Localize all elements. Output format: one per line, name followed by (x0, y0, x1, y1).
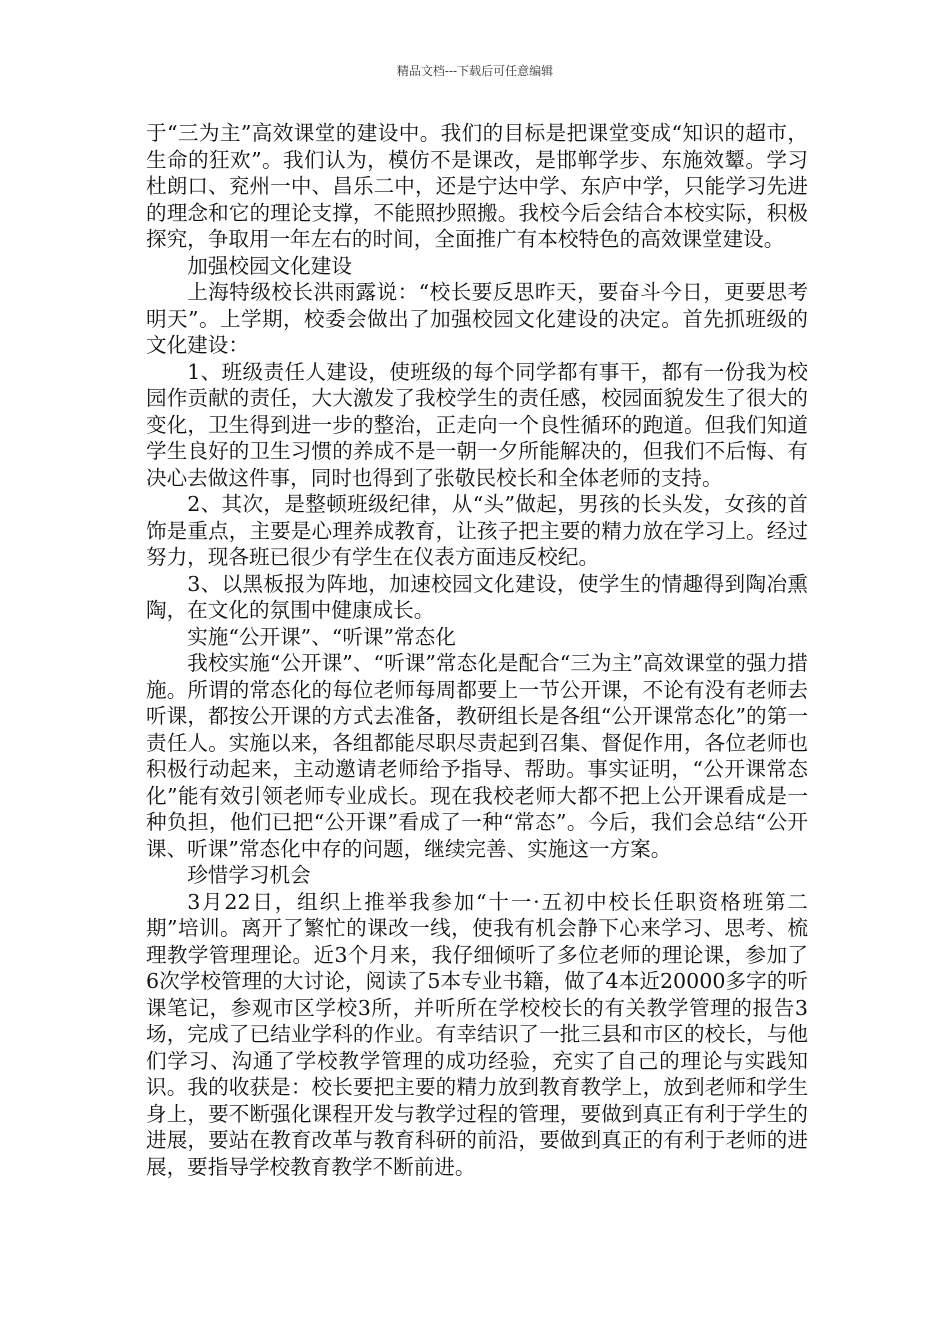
section-heading-open-class: 实施“公开课”、“听课”常态化 (187, 624, 456, 649)
section-heading-study: 珍惜学习机会 (187, 863, 311, 887)
paragraph-item-3: 3、以黑板报为阵地，加速校园文化建设，使学生的情趣得到陶冶熏陶，在文化的氛围中健康成长。 (146, 571, 808, 622)
paragraph-item-1: 1、班级责任人建设，使班级的每个同学都有事干，都有一份我为校园作贡献的责任，大大激发了我校学生的责任感，校园面貌发生了很大的变化，卫生得到进一步的整治，正走向一个良性循环的跑道。但我们知道学生良好的卫生习惯的养成不是一朝一夕所能解决的，但我们不后悔、有决心去做这件事，同时也得到了张敬民校长和全体老师的支持。 (146, 359, 808, 490)
paragraph-quote: 上海特级校长洪雨露说：“校长要反思昨天，要奋斗今日，更要思考明天”。上学期，校委会做出了加强校园文化建设的决定。首先抓班级的文化建设： (146, 280, 808, 357)
section-heading-campus-culture: 加强校园文化建设 (187, 253, 352, 278)
paragraph-item-2: 2、其次，是整顿班级纪律，从“头”做起，男孩的长头发，女孩的首饰是重点，主要是心理养成教育，让孩子把主要的精力放在学习上。经过努力，现各班已很少有学生在仪表方面违反校纪。 (146, 492, 808, 569)
page-header: 精品文档---下载后可任意编辑 (396, 64, 554, 78)
paragraph-study: 3月22日，组织上推举我参加“十一·五初中校长任职资格班第二期”培训。离开了繁忙的课改一线，使我有机会静下心来学习、思考、梳理教学管理理论。近3个月来，我仔细倾听了多位老师的理论课，参加了6次学校管理的大讨论，阅读了5本专业书籍，做了4本近20000多字的听课笔记，参观市区学校3所，并听所在学校校长的有关教学管理的报告3场，完成了已结业学科的作业。有幸结识了一批三县和市区的校长，与他们学习、沟通了学校教学管理的成功经验，充实了自己的理论与实践知识。我的收获是：校长要把主要的精力放到教育教学上，放到老师和学生身上，要不断强化课程开发与教学过程的管理，要做到真正有利于学生的进展，要站在教育改革与教育科研的前沿，要做到真正的有利于老师的进展，要指导学校教育教学不断前进。 (146, 889, 808, 1179)
paragraph-continuation: 于“三为主”高效课堂的建设中。我们的目标是把课堂变成“知识的超市，生命的狂欢”。我们认为，模仿不是课改，是邯郸学步、东施效颦。学习杜朗口、兖州一中、昌乐二中，还是宁达中学、东庐中学，只能学习先进的理念和它的理论支撑，不能照抄照搬。我校今后会结合本校实际，积极探究，争取用一年左右的时间，全面推广有本校特色的高效课堂建设。 (146, 121, 808, 251)
paragraph-open-class: 我校实施“公开课”、“听课”常态化是配合“三为主”高效课堂的强力措施。所谓的常态化的每位老师每周都要上一节公开课，不论有没有老师去听课，都按公开课的方式去准备，教研组长是各组“公开课常态化”的第一责任人。实施以来，各组都能尽职尽责起到召集、督促作用，各位老师也积极行动起来，主动邀请老师给予指导、帮助。事实证明，“公开课常态化”能有效引领老师专业成长。现在我校老师大都不把上公开课看成是一种负担，他们已把“公开课”看成了一种“常态”。今后，我们会总结“公开课、听课”常态化中存的问题，继续完善、实施这一方案。 (146, 651, 808, 861)
document-body (146, 120, 808, 1180)
